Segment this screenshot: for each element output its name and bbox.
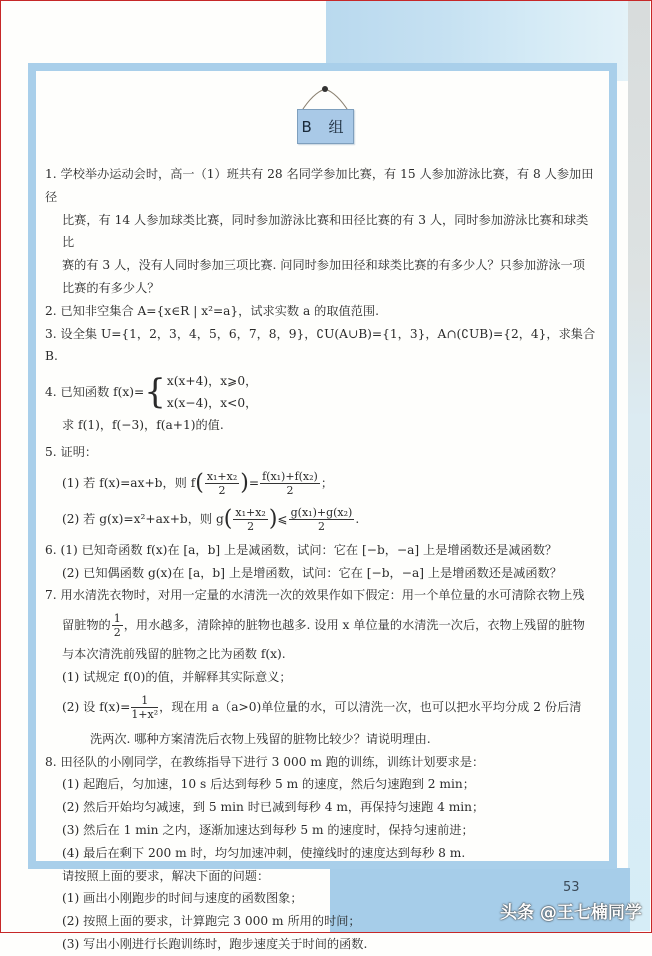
text: (2) 设 f(x)= [62, 699, 131, 714]
denominator: 2 [113, 626, 121, 640]
requirement-4: (4) 最后在剩下 200 m 时，均匀加速冲刺，使撞线时的速度达到每秒 8 m. [62, 845, 466, 860]
problem-7-part-2 [45, 692, 600, 722]
problem-4-ask: 求 f(1)，f(−3)，f(a+1)的值. [62, 418, 224, 433]
paren-close: ) [268, 506, 278, 532]
page-number: 53 [563, 880, 580, 895]
numerator: f(x₁)+f(x₂) [262, 469, 318, 483]
requirement-2: (2) 然后开始均匀减速，到 5 min 时已减到每秒 4 m，再保持匀速跑 4 min； [62, 800, 485, 815]
fraction [260, 470, 320, 497]
denominator: 2 [317, 520, 325, 534]
operator: ⩽ [277, 512, 288, 527]
operator: = [248, 475, 260, 490]
question-1: (1) 画出小刚跑步的时间与速度的函数图象； [62, 891, 303, 906]
right-page-edge [628, 1, 650, 931]
problem-3: 3. 设全集 U={1，2，3，4，5，6，7，8，9}，∁U(A∪B)={1，3}，A∩(∁UB)={2，4}，求集合 B. [45, 326, 596, 364]
numerator: x₁+x₂ [206, 469, 238, 483]
denominator: 2 [247, 520, 255, 534]
question-3: (3) 写出小刚进行长跑训练时，跑步速度关于时间的函数. [62, 936, 368, 951]
fraction [205, 470, 239, 497]
problem-7-line: 7. 用水清洗衣物时，对用一定量的水清洗一次的效果作如下假定：用一个单位量的水可清除衣物上残 [45, 588, 585, 603]
problem-6 [45, 539, 600, 585]
fraction [131, 694, 158, 721]
problem-1-line: 比赛的有多少人？ [62, 280, 160, 295]
problem-1-line: 比赛，有 14 人参加球类比赛，同时参加游泳比赛和田径比赛的有 3 人，同时参加游泳比赛和球类比 [62, 212, 589, 250]
problem-list [45, 163, 600, 956]
problem-8-ask: 请按照上面的要求，解决下面的问题： [62, 868, 270, 883]
denominator: 2 [218, 483, 226, 497]
punct: . [355, 512, 360, 527]
problem-6-part-1: 6. (1) 已知奇函数 f(x)在 [a，b] 上是减函数，试问：它在 [−b，−a] 上是增函数还是减函数？ [45, 542, 558, 557]
piecewise-cases [167, 370, 257, 414]
denominator: 2 [286, 483, 294, 497]
section-sign [295, 85, 355, 145]
case-1: x(x+4)，x⩾0， [166, 374, 258, 389]
paren-open: ( [195, 470, 204, 496]
numerator: 1 [113, 612, 121, 626]
watermark: 头条 @王七楠同学 [500, 903, 642, 923]
problem-2: 2. 已知非空集合 A={x∈R | x²=a}，试求实数 a 的取值范围. [45, 303, 379, 318]
paren-close: ) [240, 470, 249, 496]
requirement-3: (3) 然后在 1 min 之内，逐渐加速达到每秒 5 m 的速度时，保持匀速前进； [62, 822, 474, 837]
problem-1 [45, 163, 600, 300]
problem-8 [45, 751, 600, 956]
problem-1-line: 赛的有 3 人，没有人同时参加三项比赛. 问同时参加田径和球类比赛的有多少人？只参加游泳一项 [62, 258, 585, 273]
fraction [233, 506, 267, 533]
text: ，现在用 a（a>0)单位量的水，可以清洗一次，也可以把水平均分成 2 份后清 [159, 699, 582, 714]
fraction [112, 612, 123, 639]
problem-5-part-2 [45, 504, 600, 535]
numerator: g(x₁)+g(x₂) [290, 506, 353, 520]
problem-7-part-1: (1) 试规定 f(0)的值，并解释其实际意义； [62, 669, 292, 684]
text: ，用水越多，清除掉的脏物也越多. 设用 x 单位量的水清洗一次后，衣物上残留的脏物 [123, 618, 585, 633]
problem-7-part-2-cont: 洗两次. 哪种方案清洗后衣物上残留的脏物比较少？请说明理由. [90, 731, 431, 746]
problem-7 [45, 584, 600, 750]
problem-4-prefix: 4. 已知函数 f(x)= [45, 384, 145, 399]
numerator: x₁+x₂ [235, 506, 266, 520]
fraction [289, 506, 355, 533]
problem-5-part-1 [45, 468, 600, 499]
problem-5-title: 5. 证明： [45, 444, 98, 459]
requirement-1: (1) 起跑后，匀加速，10 s 后达到每秒 5 m 的速度，然后匀速跑到 2 min； [62, 777, 475, 792]
section-title: B 组 [297, 109, 354, 144]
denominator: 1+x² [131, 707, 159, 721]
problem-1-line: 1. 学校举办运动会时，高一（1）班共有 28 名同学参加比赛，有 15 人参加游泳比赛，有 8 人参加田径 [45, 167, 594, 204]
problem-5 [45, 441, 600, 535]
problem-4 [45, 370, 600, 437]
problem-7-line: 与本次清洗前残留的脏物之比为函数 f(x). [62, 647, 286, 662]
problem-8-line: 8. 田径队的小刚同学，在教练指导下进行 3 000 m 跑的训练，训练计划要求是： [45, 754, 485, 769]
text: 留脏物的 [62, 618, 111, 633]
problem-6-part-2: (2) 已知偶函数 g(x)在 [a，b] 上是增函数，试问：它在 [−b，−a] 上是增函数还是减函数？ [62, 565, 562, 580]
question-2: (2) 按照上面的要求，计算跑完 3 000 m 所用的时间； [62, 914, 361, 929]
case-2: x(x−4)，x<0， [166, 396, 258, 411]
numerator: 1 [131, 694, 158, 708]
part-text: (1) 若 f(x)=ax+b，则 f [62, 475, 196, 490]
paren-open: ( [223, 506, 233, 532]
problem-7-line [45, 610, 600, 640]
brace-icon: { [144, 372, 166, 413]
part-text: (2) 若 g(x)=x²+ax+b，则 g [62, 512, 224, 527]
punct: ； [320, 475, 334, 490]
